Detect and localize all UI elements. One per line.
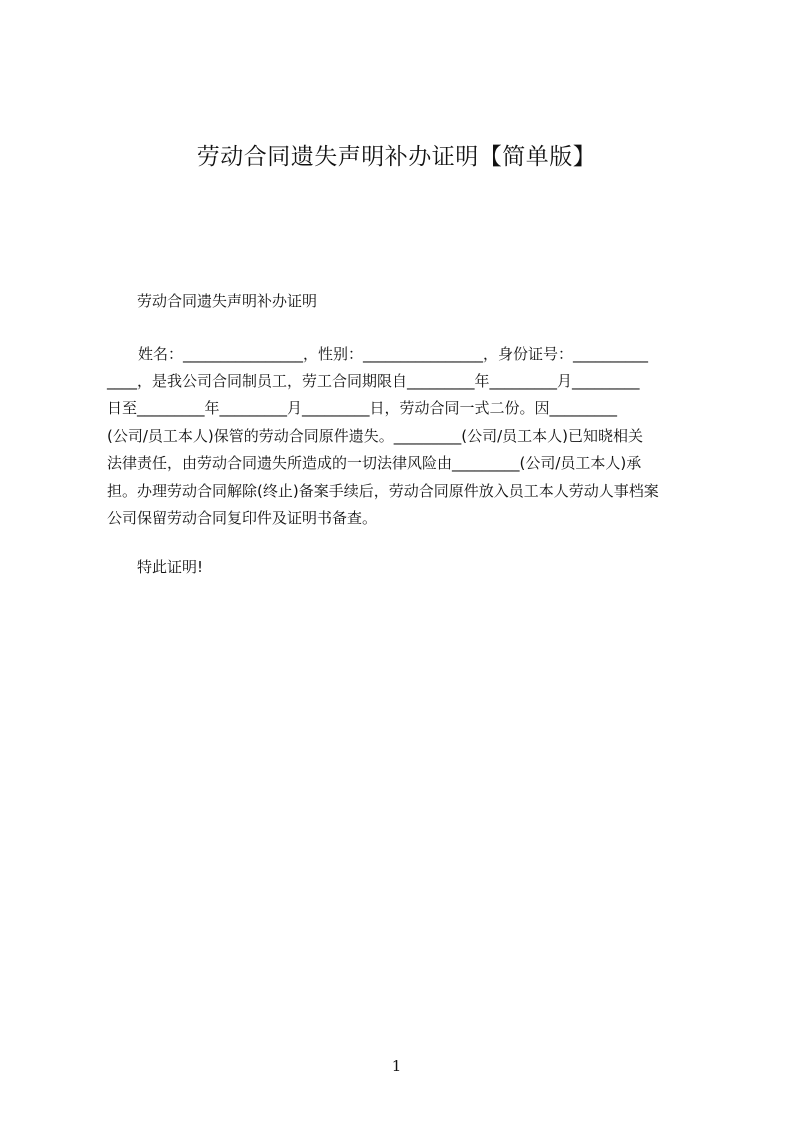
document-subtitle: 劳动合同遗失声明补办证明	[137, 292, 318, 310]
body-line: 法律责任，由劳动合同遗失所造成的一切法律风险由_________(公司/员工本人)承	[107, 454, 642, 472]
closing-statement: 特此证明!	[137, 558, 204, 576]
document-title: 劳动合同遗失声明补办证明【简单版】	[196, 144, 597, 170]
body-line: ____，是我公司合同制员工，劳工合同期限自_________年_________月_________	[107, 372, 640, 390]
body-line: 姓名：________________，性别：________________，身份证号：__________	[138, 345, 649, 363]
body-line: 担。办理劳动合同解除(终止)备案手续后，劳动合同原件放入员工本人劳动人事档案	[107, 482, 659, 500]
page-number: 1	[391, 1057, 402, 1075]
body-line: (公司/员工本人)保管的劳动合同原件遗失。_________(公司/员工本人)已知晓相关	[107, 427, 644, 445]
body-line: 日至_________年_________月_________日，劳动合同一式二份。因_________	[107, 399, 618, 417]
body-line: 公司保留劳动合同复印件及证明书备查。	[107, 509, 378, 527]
